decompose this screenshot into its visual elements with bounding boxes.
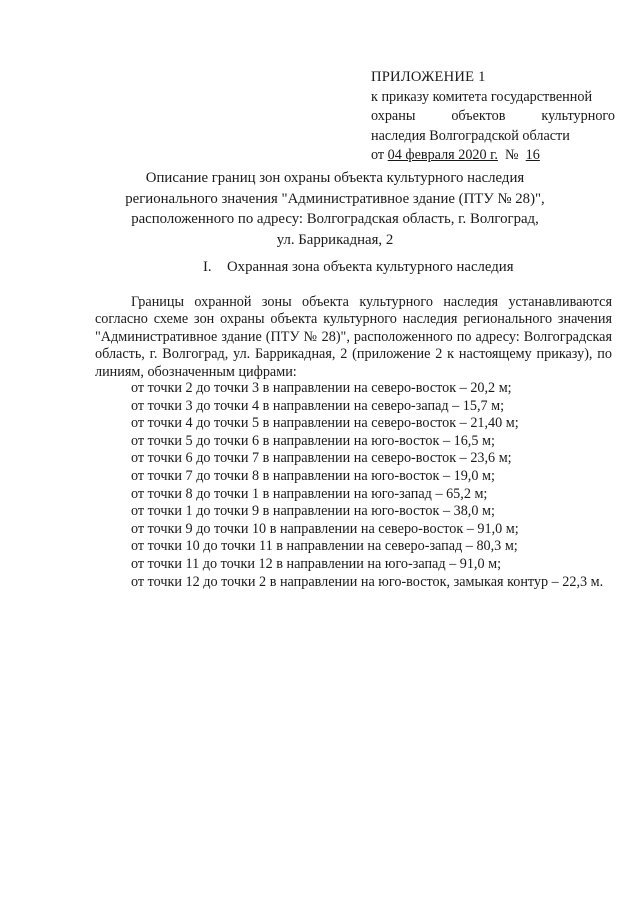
boundary-line: от точки 11 до точки 12 в направлении на юго-запад – 91,0 м; xyxy=(131,555,502,572)
title-line-3: расположенного по адресу: Волгоградская область, г. Волгоград, xyxy=(131,211,539,227)
document-title xyxy=(110,168,560,250)
boundary-line: от точки 4 до точки 5 в направлении на северо-восток – 21,40 м; xyxy=(131,415,519,432)
section-number: I. xyxy=(203,259,212,275)
order-number: 16 xyxy=(525,147,540,163)
appendix-line-1: к приказу комитета государственной xyxy=(371,88,593,105)
appendix-word: объектов xyxy=(451,108,506,124)
boundary-line: от точки 10 до точки 11 в направлении на северо-запад – 80,3 м; xyxy=(131,538,518,555)
appendix-line-2 xyxy=(371,107,615,127)
section-title: Охранная зона объекта культурного наследия xyxy=(227,259,514,275)
boundary-line: от точки 12 до точки 2 в направлении на юго-восток, замыкая контур – 22,3 м. xyxy=(131,573,604,590)
boundary-line: от точки 8 до точки 1 в направлении на юго-запад – 65,2 м; xyxy=(131,485,488,502)
appendix-date-line xyxy=(371,146,616,166)
title-line-4: ул. Баррикадная, 2 xyxy=(276,231,394,248)
appendix-heading: ПРИЛОЖЕНИЕ 1 xyxy=(371,69,486,85)
date-prefix: от xyxy=(371,147,385,163)
number-sign: № xyxy=(505,147,519,163)
appendix-word: охраны xyxy=(371,108,416,124)
title-line-1: Описание границ зон охраны объекта культурного наследия xyxy=(145,170,525,186)
boundary-line: от точки 2 до точки 3 в направлении на северо-восток – 20,2 м; xyxy=(131,380,512,396)
title-line-2: регионального значения "Административное здание (ПТУ № 28)", xyxy=(125,190,545,207)
boundary-lines-list xyxy=(131,380,603,591)
boundary-line: от точки 5 до точки 6 в направлении на юго-восток – 16,5 м; xyxy=(131,432,495,449)
boundary-line: от точки 3 до точки 4 в направлении на северо-запад – 15,7 м; xyxy=(131,397,505,414)
boundary-line: от точки 1 до точки 9 в направлении на юго-восток – 38,0 м; xyxy=(131,503,495,520)
appendix-line-3: наследия Волгоградской области xyxy=(371,127,570,144)
boundary-line: от точки 7 до точки 8 в направлении на юго-восток – 19,0 м; xyxy=(131,467,495,484)
appendix-word: культурного xyxy=(541,108,615,124)
boundary-line: от точки 6 до точки 7 в направлении на северо-восток – 23,6 м; xyxy=(131,450,512,467)
section-heading xyxy=(203,259,514,276)
order-date: 04 февраля 2020 г. xyxy=(387,147,498,163)
boundary-line: от точки 9 до точки 10 в направлении на северо-восток – 91,0 м; xyxy=(131,520,519,537)
appendix-header xyxy=(371,68,616,166)
body-paragraph: Границы охранной зоны объекта культурного наследия устанавливаются согласно схеме зон охраны объекта культурного наследия регионального значения "Административное здание (ПТУ № 28)", расположенного по адресу: Волгоградская область, г. Волгоград, ул. Баррикадная, 2 (приложение 2 к настоящему приказу), по линиям, обозначенным цифрами: xyxy=(95,294,612,380)
